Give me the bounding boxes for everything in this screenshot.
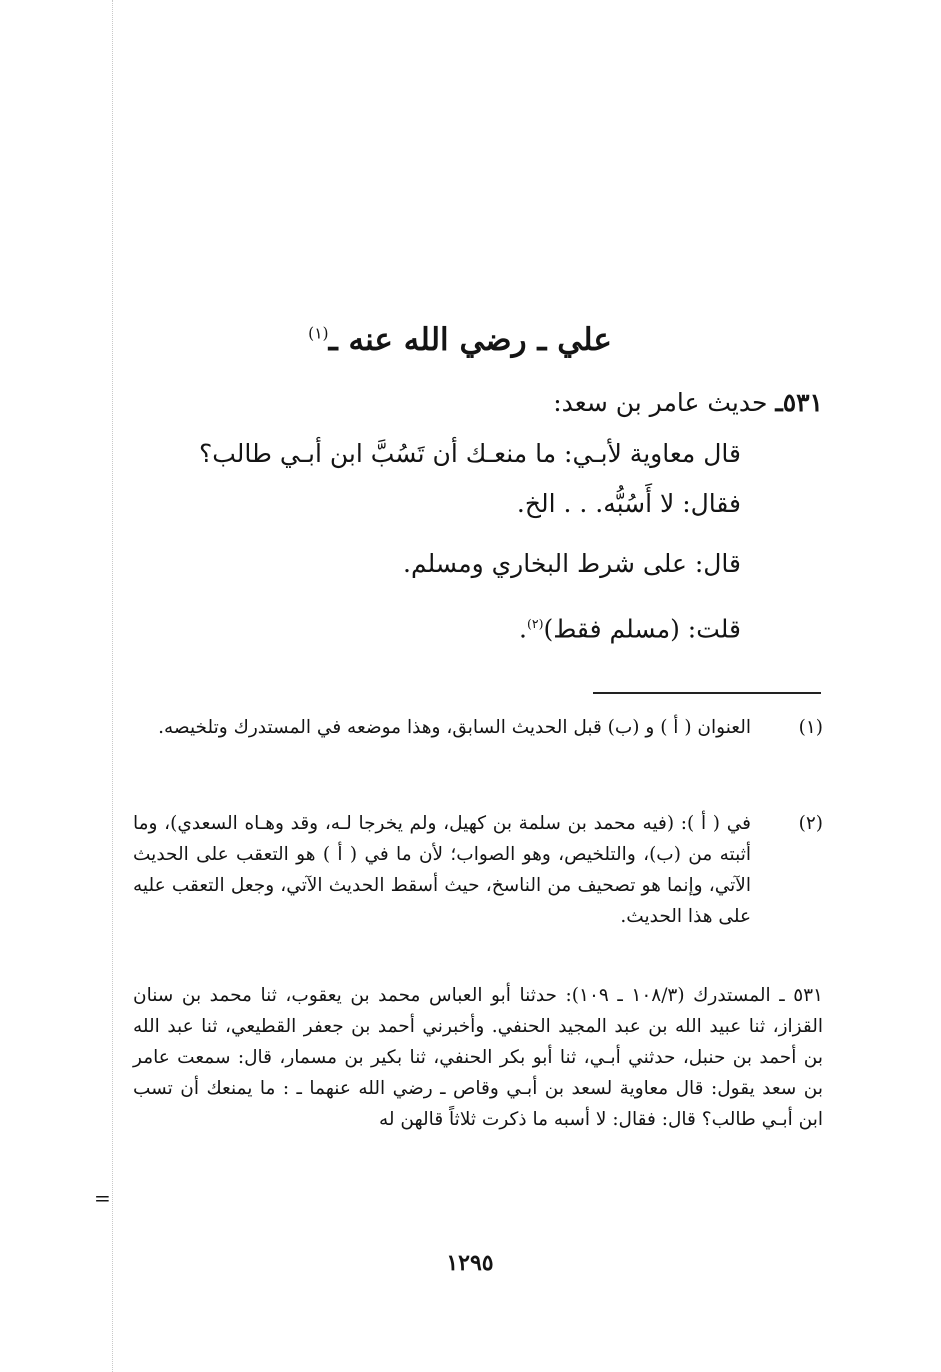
footnote-1 bbox=[133, 712, 823, 743]
hadith-number: ٥٣١ـ bbox=[775, 388, 823, 417]
hadith-heading bbox=[553, 388, 823, 417]
footnote-1-text: العنوان ( أ ) و (ب) قبل الحديث السابق، وهذا موضعه في المستدرك وتلخيصه. bbox=[158, 717, 751, 738]
footnote-531-text: المستدرك (١٠٨/٣ ـ ١٠٩): حدثنا أبو العباس محمد بن يعقوب، ثنا محمد بن سنان القزاز، ثنا عبيد الله بن عبد المجيد الحنفي. وأخبرني أحمد بن جعفر القطيعي، ثنا عبد الله بن أحمد بن حنبل، حدثني أبـي، ثنا أبو بكر الحنفي، ثنا بكير بن مسمار، قال: سمعت عامر بن سعد يقول: قال معاوية لسعد بن أبـي وقاص ـ رضي الله عنهما ـ : ما يمنعك أن تسب ابن أبـي طالب؟ قال: فقال: لا أسبه ما ذكرت ثلاثاً قالهن له bbox=[133, 985, 823, 1130]
scan-edge-line bbox=[112, 0, 113, 1372]
footnote-2-text: في ( أ ): (فيه محمد بن سلمة بن كهيل، ولم يخرجا لـه، وقد وهـاه السعدي)، وما أثبته من (ب)، والتلخيص، وهو الصواب؛ لأن ما في ( أ ) هو التعقب على الحديث الآتي، وإنما هو تصحيف من الناسخ، حيث أسقط الحديث الآتي، وجعل التعقب عليه على هذا الحديث. bbox=[133, 813, 751, 927]
hadith-heading-text: حديث عامر بن سعد: bbox=[553, 388, 768, 417]
hadith-line-3: قال: على شرط البخاري ومسلم. bbox=[403, 549, 741, 578]
chapter-title-note-ref: (١) bbox=[308, 324, 329, 343]
hadith-line-1: قال معاوية لأبـي: ما منعـك أن تَسُبَّ ابن أبـي طالب؟ bbox=[198, 439, 741, 468]
footnote-1-number: (١) bbox=[798, 717, 823, 738]
footnote-531 bbox=[133, 980, 823, 1135]
footnote-531-number: ٥٣١ ـ bbox=[779, 985, 823, 1006]
continuation-mark: = bbox=[94, 1186, 111, 1210]
hadith-line-4-text: قلت: (مسلم فقط) bbox=[543, 614, 741, 644]
hadith-line-2: فقال: لا أَسُبُّه. . . الخ. bbox=[516, 489, 741, 518]
hadith-line-4-note-ref: (٢) bbox=[526, 616, 544, 631]
hadith-line-4-period: . bbox=[519, 614, 527, 644]
footnote-2 bbox=[133, 808, 823, 932]
footnote-531-body bbox=[133, 980, 823, 1135]
footnote-2-number: (٢) bbox=[798, 813, 823, 834]
hadith-text-block bbox=[101, 440, 741, 643]
hadith-line-4 bbox=[101, 610, 741, 643]
page-number: ١٢٩٥ bbox=[446, 1250, 494, 1276]
chapter-title bbox=[200, 322, 720, 358]
footnote-separator bbox=[593, 692, 821, 694]
chapter-title-text: علي ـ رضي الله عنه ـ bbox=[328, 322, 612, 358]
